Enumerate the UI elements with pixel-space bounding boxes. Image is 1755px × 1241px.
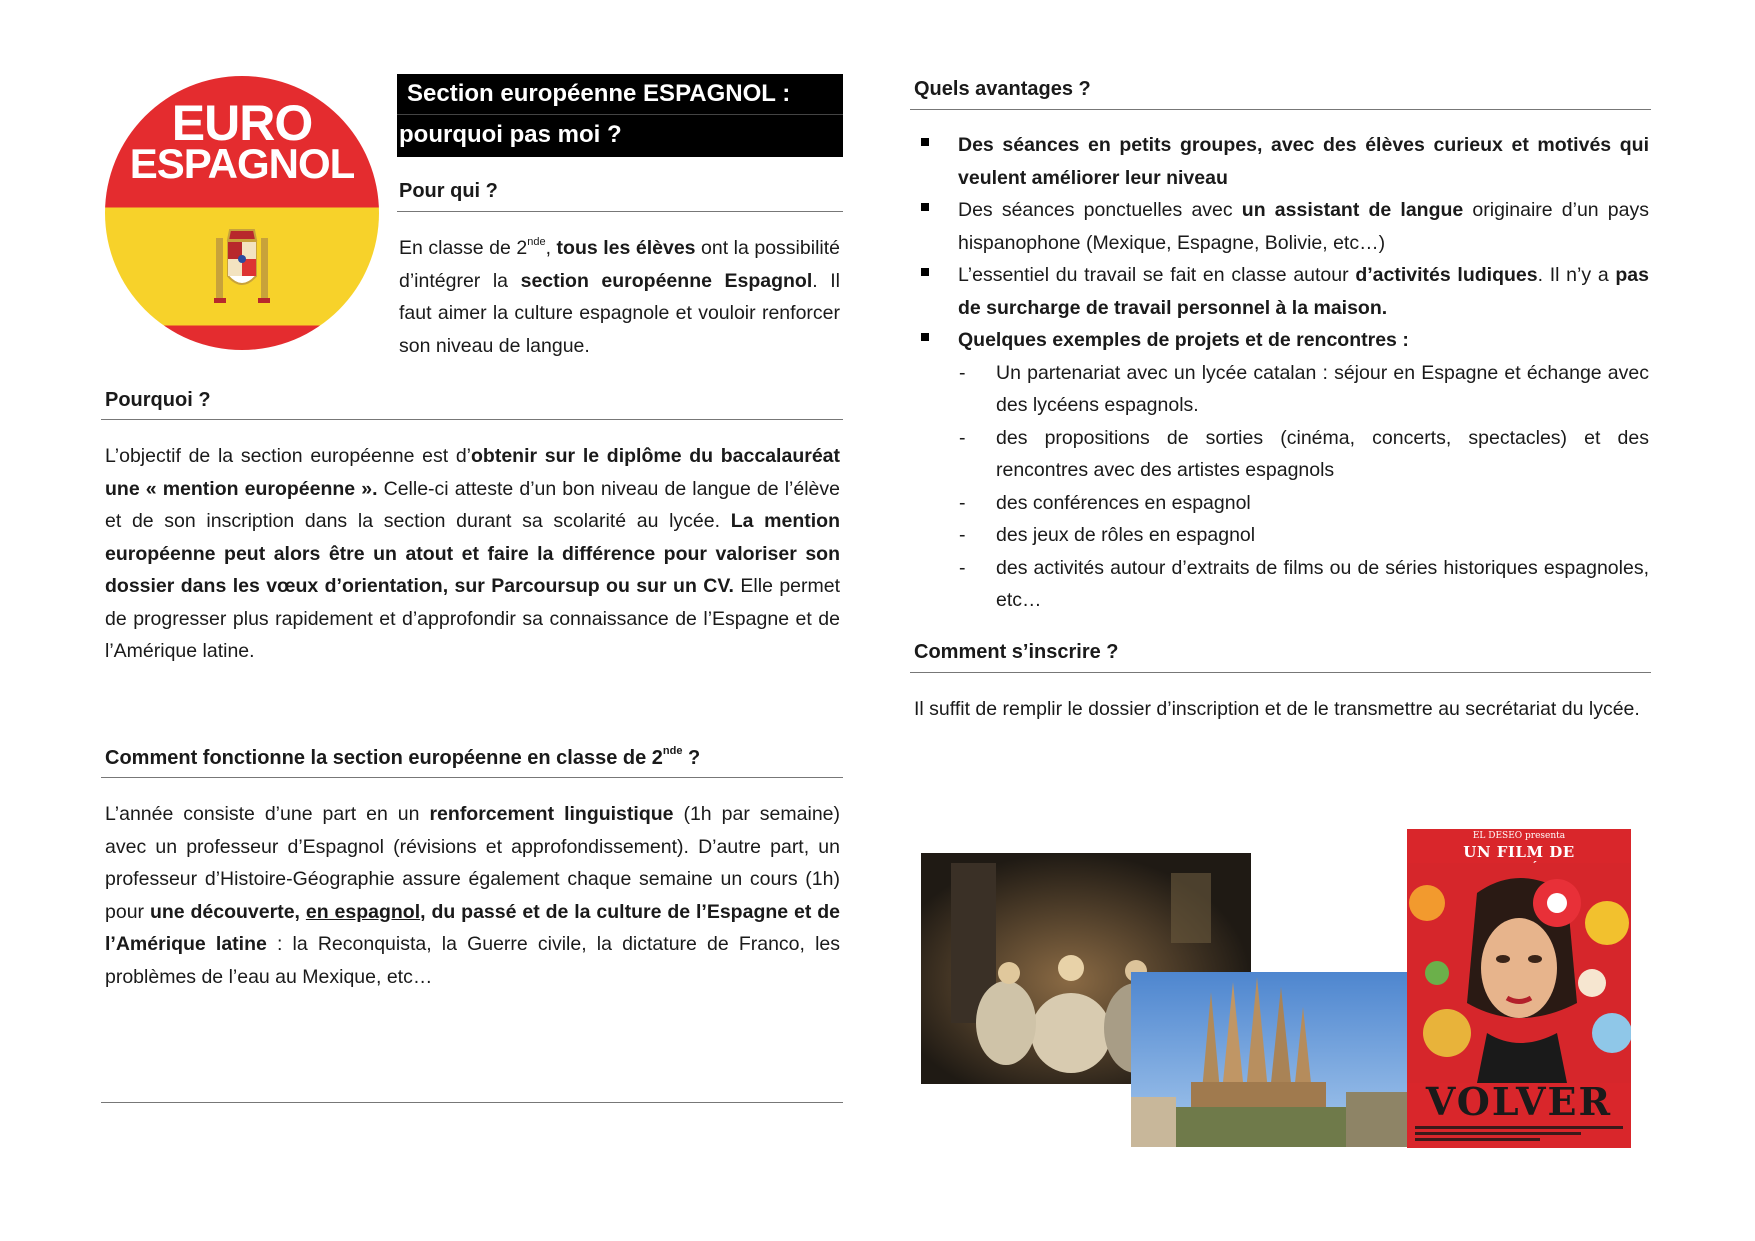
avantages-list [911,129,1649,617]
bold-run: Des séances en petits groupes, avec des élèves curieux et motivés qui veulent améliorer leur niveau [958,134,1649,189]
bold-run: pas de surcharge de travail personnel à la maison. [958,264,1649,319]
text-run: (1h par semaine) avec un professeur d’Espagnol (révisions et approfondissement). D’autre part, un professeur d’Histoire-Géographie assure également chaque semaine un cours (1h) pour [105,803,841,923]
bold-run: section européenne Espagnol [520,269,813,292]
title-divider [397,114,843,115]
pourquoi-heading: Pourquoi ? [105,389,211,411]
logo-line-1: EURO [171,95,313,151]
sagrada-familia-photo-image [1131,972,1411,1147]
bold-run: un assistant de langue [1241,199,1464,221]
bold-run: d’activités ludiques [1355,264,1538,286]
fonctionne-heading [105,747,700,770]
list-item [911,324,1649,617]
sub-list-item [911,357,1649,422]
avantages-rule [910,109,1651,110]
spain-coat-of-arms-icon [212,226,272,308]
text-run: Des séances ponctuelles avec [958,199,1242,221]
bold-run: une découverte, [149,900,306,923]
text-run: , [545,237,557,259]
text-run: L’essentiel du travail se fait en classe autour [958,264,1356,286]
pourquoi-rule [101,419,843,420]
pour-qui-rule [397,211,843,212]
text-run: L’année consiste d’une part en un [105,803,430,825]
page-title [397,74,843,157]
bold-run: Quelques exemples de projets et de rencontres : [958,329,1409,351]
bold-run: renforcement linguistique [429,803,674,825]
bottom-rule [101,1102,843,1103]
text-run: Elle permet de progresser plus rapidement et d’approfondir sa connaissance de l’Espagne et de l’Amérique latine. [105,575,841,662]
text-run: L’objectif de la section européenne est d’ [105,445,472,467]
pour-qui-heading: Pour qui ? [399,180,498,202]
heading-text: Comment fonctionne la section européenne en classe de 2 [105,747,663,769]
text-run: des activités autour d’extraits de films ou de séries historiques espagnoles, etc… [996,556,1649,611]
text-run: des conférences en espagnol [996,491,1251,514]
square-bullet-icon [921,333,929,341]
poster-portrait-art [1407,863,1631,1083]
bold-run: , du passé et de la culture de l’Espagne et de l’Amérique latine [105,900,841,955]
text-run: : la Reconquista, la Guerre civile, la dictature de Franco, les problèmes de l’eau au Mexique, etc… [105,933,840,988]
text-run: . Il faut aimer la culture espagnole et vouloir renforcer son niveau de langue. [399,269,840,357]
poster-tagline: UN FILM DE [1463,843,1575,861]
dash-bullet-icon: - [959,426,966,449]
poster-top-text: EL DESEO presenta [1472,831,1566,841]
text-run: . Il n’y a [1537,264,1616,286]
square-bullet-icon [921,138,929,146]
logo-line-2: ESPAGNOL [129,140,355,187]
dash-bullet-icon: - [959,361,966,384]
underlined-run: en espagnol [305,900,421,923]
page-title-line-1: Section européenne ESPAGNOL : [407,80,791,107]
text-run: originaire d’un pays hispanophone (Mexique, Espagne, Bolivie, etc…) [958,199,1649,254]
fonctionne-rule [101,777,843,778]
avantages-heading: Quels avantages ? [914,78,1091,100]
poster-credits [1415,1126,1623,1142]
inscrire-heading: Comment s’inscrire ? [914,641,1119,663]
square-bullet-icon [921,268,929,276]
bold-run: tous les élèves [556,237,696,259]
sub-list-item [911,487,1649,520]
text-run: Celle-ci atteste d’un bon niveau de langue de l’élève et de son inscription dans la section durant sa scolarité au lycée. [105,477,840,532]
text-run: des jeux de rôles en espagnol [996,524,1256,546]
fonctionne-paragraph [105,798,840,993]
sub-list-item [911,552,1649,617]
bold-run: La mention européenne peut alors être un atout et faire la différence pour valoriser son dossier dans les vœux d’orientation, sur Parcoursup ou sur un CV. [105,510,840,597]
euro-espagnol-logo [105,76,379,350]
superscript: nde [662,745,683,758]
pour-qui-paragraph [399,232,840,362]
sub-list-item [911,519,1649,552]
page-title-line-2: pourquoi pas moi ? [399,121,622,148]
poster-title: VOLVER [1425,1079,1613,1124]
pourquoi-paragraph [105,440,840,668]
text-run: des propositions de sorties (cinéma, concerts, spectacles) et des rencontres avec des artistes espagnols [996,426,1649,481]
dash-bullet-icon: - [959,524,966,546]
inscrire-paragraph: Il suffit de remplir le dossier d’inscription et de le transmettre au secrétariat du lycée. [914,698,1640,720]
dash-bullet-icon: - [959,556,966,579]
text-run: En classe de 2 [399,237,528,259]
dash-bullet-icon: - [959,491,966,514]
bold-run: obtenir sur le diplôme du baccalauréat une « mention européenne ». [105,445,840,500]
text-run: Un partenariat avec un lycée catalan : séjour en Espagne et échange avec des lycéens espagnols. [996,361,1649,416]
list-item [911,194,1649,259]
inscrire-rule [910,672,1651,673]
square-bullet-icon [921,203,929,211]
text-run: ont la possibilité d’intégrer la [399,237,840,292]
sub-list-item [911,422,1649,487]
heading-text: ? [682,747,701,769]
superscript: nde [527,235,546,248]
list-item [911,259,1649,324]
volver-film-poster-image [1407,829,1631,1148]
list-item [911,129,1649,194]
